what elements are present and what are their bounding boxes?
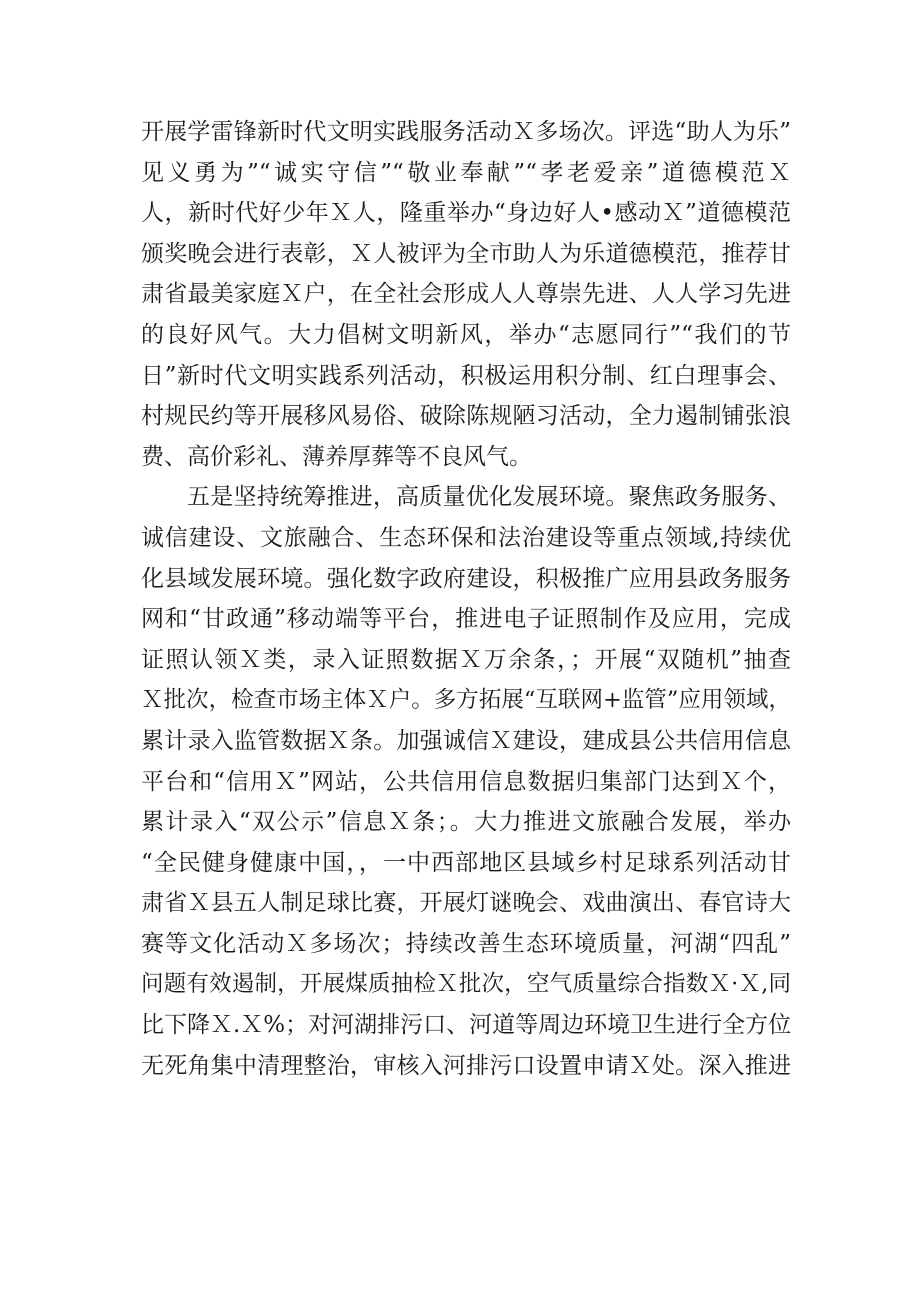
text-line: 开展学雷锋新时代文明实践服务活动Ｘ多场次。评选“助人为乐”	[141, 119, 791, 145]
paragraph	[141, 112, 791, 477]
text-line: 诚信建设、文旅融合、生态环保和法治建设等重点领域,持续优	[141, 524, 791, 551]
text-line: “全民健身健康中国，，一中西部地区县域乡村足球系列活动甘	[141, 849, 791, 876]
text-line: 化县域发展环境。强化数字政府建设，积极推广应用县政务服务	[141, 565, 791, 592]
text-line: 费、高价彩礼、薄养厚葬等不良风气。	[141, 443, 532, 470]
text-line: 赛等文化活动Ｘ多场次；持续改善生态环境质量，河湖“四乱”	[141, 930, 791, 957]
text-line: 肃省Ｘ县五人制足球比赛，开展灯谜晚会、戏曲演出、春官诗大	[141, 890, 791, 917]
text-line: 无死角集中清理整治，审核入河排污口设置申请Ｘ处。深入推进	[141, 1052, 791, 1079]
text-line: 肃省最美家庭Ｘ户，在全社会形成人人尊崇先进、人人学习先进	[141, 281, 791, 308]
text-line: 累计录入“双公示”信息Ｘ条；。大力推进文旅融合发展，举办	[141, 809, 791, 836]
text-line: 村规民约等开展移风易俗、破除陈规陋习活动，全力遏制铺张浪	[141, 403, 791, 430]
text-line: 网和“甘政通”移动端等平台，推进电子证照制作及应用，完成	[141, 606, 791, 633]
text-line: 证照认领Ｘ类，录入证照数据Ｘ万余条，；开展“双随机”抽查	[141, 646, 791, 673]
text-line: 的良好风气。大力倡树文明新风，举办“志愿同行”“我们的节	[141, 321, 791, 348]
text-line: 比下降Ｘ.Ｘ%；对河湖排污口、河道等周边环境卫生进行全方位	[141, 1012, 792, 1039]
text-line: 五是坚持统筹推进，高质量优化发展环境。聚焦政务服务、	[187, 484, 791, 511]
text-line: Ｘ批次，检查市场主体Ｘ户。多方拓展“互联网+监管”应用领域，	[141, 687, 791, 714]
text-line: 日”新时代文明实践系列活动，积极运用积分制、红白理事会、	[141, 362, 791, 389]
text-line: 人，新时代好少年Ｘ人，隆重举办“身边好人•感动Ｘ”道德模范	[141, 200, 791, 227]
text-line: 平台和“信用Ｘ”网站，公共信用信息数据归集部门达到Ｘ个，	[141, 768, 791, 795]
text-line: 见义勇为”“诚实守信”“敬业奉献”“孝老爱亲”道德模范Ｘ	[141, 159, 791, 186]
text-line: 累计录入监管数据Ｘ条。加强诚信Ｘ建设，建成县公共信用信息	[141, 727, 791, 754]
document-body	[141, 112, 791, 1086]
text-line: 问题有效遏制，开展煤质抽检Ｘ批次，空气质量综合指数Ｘ·Ｘ,同	[141, 971, 791, 998]
paragraph	[141, 477, 791, 1086]
text-line: 颁奖晚会进行表彰，Ｘ人被评为全市助人为乐道德模范，推荐甘	[141, 240, 791, 267]
